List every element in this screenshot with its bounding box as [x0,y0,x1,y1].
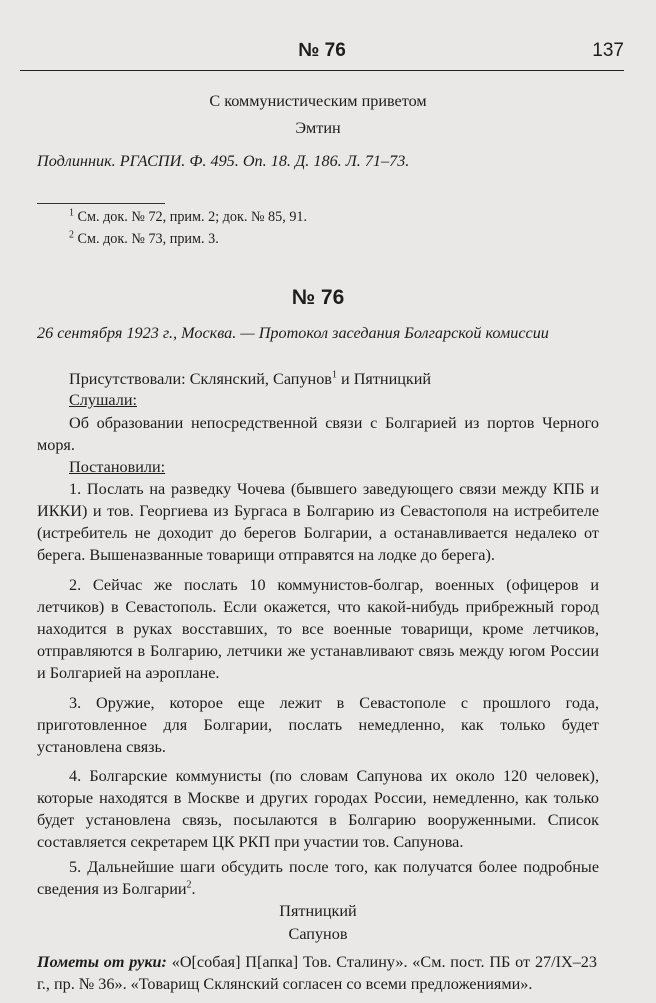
heard-label [37,389,599,411]
footnote-2 [37,229,599,249]
document-title: 26 сентября 1923 г., Москва. — Протокол заседания Болгарской комиссии [37,324,549,342]
signature-pyatnitsky: Пятницкий [279,902,357,920]
footnote-1-text: См. док. № 72, прим. 2; док. № 85, 91. [77,209,308,225]
closing-greeting: С коммунистическим приветом [209,92,427,110]
footnote-2-mark: 2 [69,229,74,241]
resolved-label [37,456,599,478]
signature-emtin: Эмтин [295,119,341,137]
resolution-item-1: 1. Послать на разведку Чочева (бывшего заведующего связи между КПБ и ИККИ) и тов. Георгиева из Бургаса в Болгарию из Севастополя на истребителе (истребитель не доходит до берегов Болгарии, а останавливается недалеко от берега. Вышеназванные товарищи отправятся на лодке до берега). [37,480,599,564]
footnote-1 [37,207,599,227]
item-5-end: . [191,880,196,898]
source-reference: Подлинник. РГАСПИ. Ф. 495. Оп. 18. Д. 186. Л. 71–73. [37,152,410,170]
running-header [20,40,624,71]
footnote-1-mark: 1 [69,207,74,219]
footnote-divider [37,203,165,204]
item-5-note: 2 [186,879,192,891]
handwritten-marks [37,951,597,995]
attendees-prefix: Присутствовали: Склянский, Сапунов [69,370,332,388]
signature-sapunov: Сапунов [288,925,348,943]
attendees-suffix: и Пятницкий [336,370,432,388]
page-number: 137 [592,40,624,61]
marks-text: «О[собая] П[апка] Тов. Сталину». «См. пост. ПБ от 27/IX–23 г., пр. № 36». «Товарищ Склянский согласен со всеми предложениями». [37,953,597,993]
marks-label: Пометы от руки: [37,953,167,971]
item-5-text: 5. Дальнейшие шаги обсудить после того, как получатся более подробные сведения из Болгарии [37,858,599,898]
resolution-item-4: 4. Болгарские коммунисты (по словам Сапунова их около 120 человек), которые находятся в Москве и других городах России, немедленно, как только будет установлена связь, посылаются в Болгарию вооруженными. Список составляется секретарем ЦК РКП при участии тов. Сапунова. [37,767,599,851]
resolved-label-text: Постановили: [69,458,166,476]
heard-text: Об образовании непосредственной связи с Болгарией из портов Черного моря. [37,414,599,454]
resolution-item-5 [37,856,599,900]
resolution-item-3: 3. Оружие, которое еще лежит в Севастополе с прошлого года, приготовленное для Болгарии, послать немедленно, как только будет установлена связь. [37,694,599,756]
resolution-item-2: 2. Сейчас же послать 10 коммунистов-болгар, военных (офицеров и летчиков) в Севастополь. Если окажется, что какой-нибудь прибрежный город находится в руках восставших, то все военные товарищи, кроме летчиков, отправляются в Болгарию, летчики же устанавливают связь между югом России и Болгарией на аэроплане. [37,576,599,682]
footnote-2-text: См. док. № 73, прим. 3. [77,231,219,247]
heard-label-text: Слушали: [69,391,137,409]
document-number: № 76 [291,286,345,309]
attendees-note: 1 [331,369,337,381]
header-doc-label: № 76 [298,40,346,61]
attendees-line [37,368,599,390]
